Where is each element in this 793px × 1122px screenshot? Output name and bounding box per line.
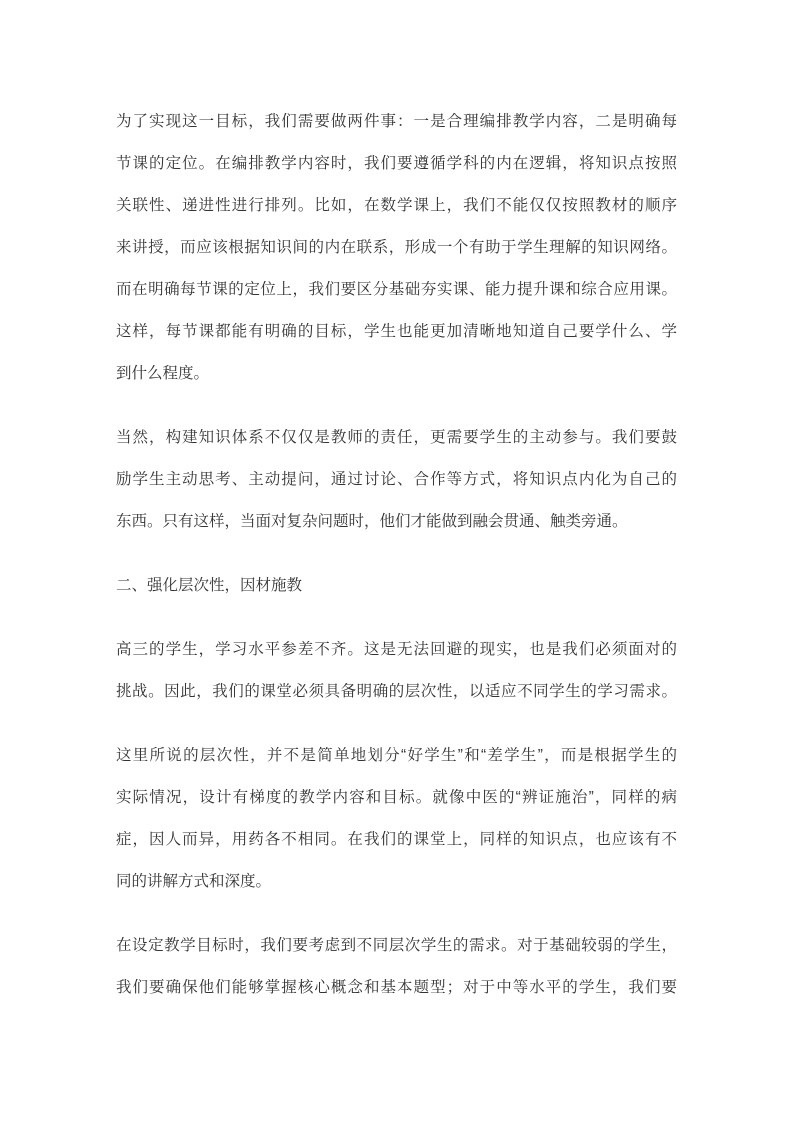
text-line: 关联性、递进性进行排列。比如，在数学课上，我们不能仅仅按照教材的顺序 (116, 197, 677, 214)
paragraph (116, 629, 677, 713)
text-line: 当然，构建知识体系不仅仅是教师的责任，更需要学生的主动参与。我们要鼓 (116, 429, 677, 446)
text-line: 在设定教学目标时，我们要考虑到不同层次学生的需求。对于基础较弱的学生， (116, 937, 677, 954)
paragraph (116, 417, 677, 543)
text-line: 我们要确保他们能够掌握核心概念和基本题型；对于中等水平的学生，我们要 (116, 979, 677, 996)
text-line: 到什么程度。 (116, 365, 210, 382)
heading-text: 二、强化层次性，因材施教 (116, 577, 303, 594)
text-line: 挑战。因此，我们的课堂必须具备明确的层次性，以适应不同学生的学习需求。 (116, 683, 677, 700)
text-line: 东西。只有这样，当面对复杂问题时，他们才能做到融会贯通、触类旁通。 (116, 513, 628, 530)
paragraph (116, 101, 677, 395)
text-line: 励学生主动思考、主动提问，通过讨论、合作等方式，将知识点内化为自己的 (116, 471, 677, 488)
section-heading (116, 565, 677, 607)
paragraph (116, 925, 677, 1009)
text-line: 实际情况，设计有梯度的教学内容和目标。就像中医的“辨证施治”，同样的病 (116, 789, 677, 806)
text-line: 来讲授，而应该根据知识间的内在联系，形成一个有助于学生理解的知识网络。 (116, 239, 677, 256)
paragraph (116, 735, 677, 903)
text-line: 为了实现这一目标，我们需要做两件事：一是合理编排教学内容，二是明确每 (116, 113, 677, 130)
text-line: 这里所说的层次性，并不是简单地划分“好学生”和“差学生”，而是根据学生的 (116, 747, 677, 764)
text-line: 节课的定位。在编排教学内容时，我们要遵循学科的内在逻辑，将知识点按照 (116, 155, 677, 172)
text-line: 而在明确每节课的定位上，我们要区分基础夯实课、能力提升课和综合应用课。 (116, 281, 677, 298)
text-line: 症，因人而异，用药各不相同。在我们的课堂上，同样的知识点，也应该有不 (116, 831, 677, 848)
text-line: 这样，每节课都能有明确的目标，学生也能更加清晰地知道自己要学什么、学 (116, 323, 677, 340)
text-line: 高三的学生，学习水平参差不齐。这是无法回避的现实，也是我们必须面对的 (116, 641, 677, 658)
text-line: 同的讲解方式和深度。 (116, 873, 272, 890)
